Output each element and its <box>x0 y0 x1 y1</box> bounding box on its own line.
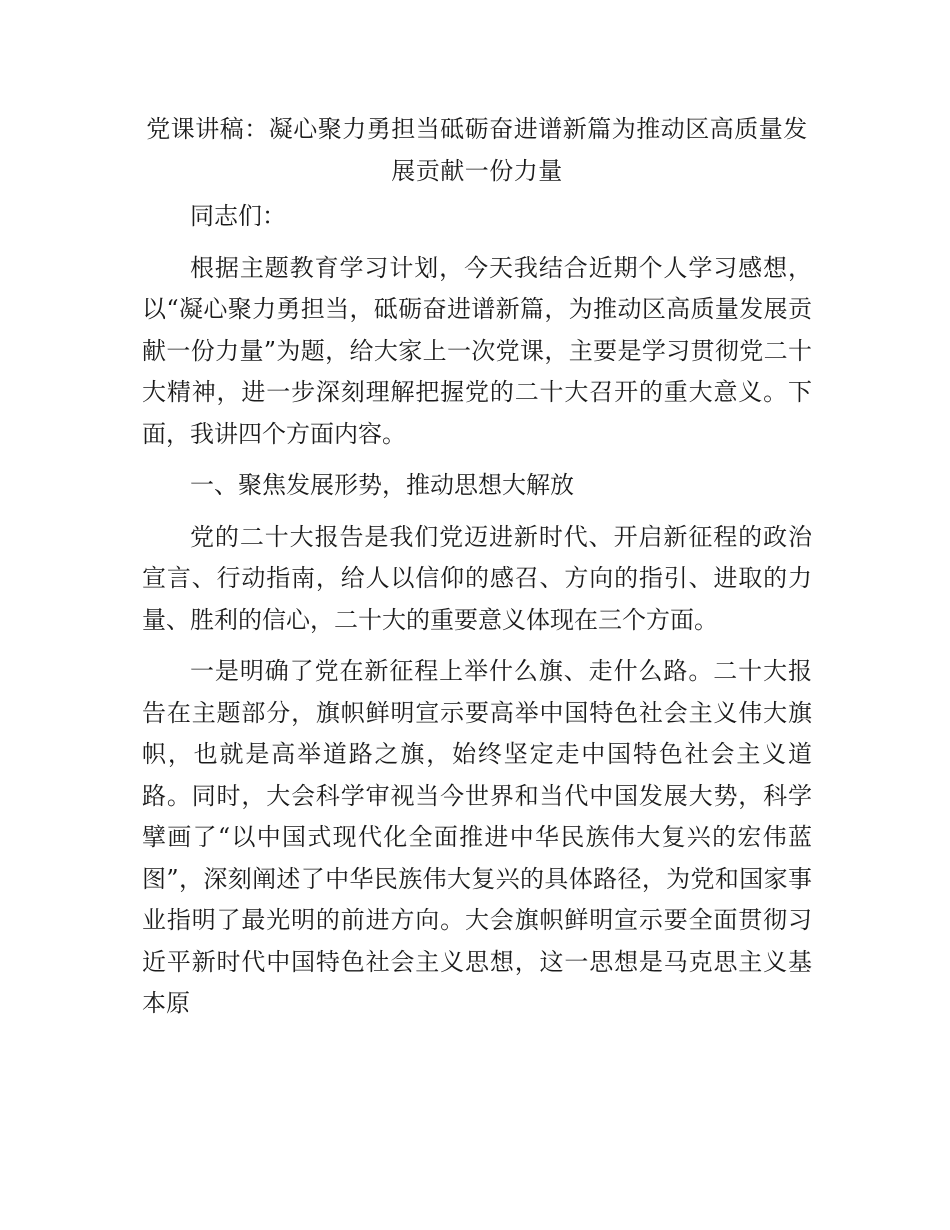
paragraph-intro: 根据主题教育学习计划，今天我结合近期个人学习感想，以“凝心聚力勇担当，砥砺奋进谱新篇，为推动区高质量发展贡献一份力量”为题，给大家上一次党课，主要是学习贯彻党二十大精神，进一步深刻理解把握党的二十大召开的重大意义。下面，我讲四个方面内容。 <box>142 253 812 448</box>
paragraph-greeting: 同志们： <box>190 202 286 230</box>
paragraph-significance: 党的二十大报告是我们党迈进新时代、开启新征程的政治宣言、行动指南，给人以信仰的感召、方向的指引、进取的力量、胜利的信心，二十大的重要意义体现在三个方面。 <box>142 522 812 634</box>
paragraph-point-one: 一是明确了党在新征程上举什么旗、走什么路。二十大报告在主题部分，旗帜鲜明宣示要高举中国特色社会主义伟大旗帜，也就是高举道路之旗，始终坚定走中国特色社会主义道路。同时，大会科学审视当今世界和当代中国发展大势，科学擘画了“以中国式现代化全面推进中华民族伟大复兴的宏伟蓝图”，深刻阐述了中华民族伟大复兴的具体路径，为党和国家事业指明了最光明的前进方向。大会旗帜鲜明宣示要全面贯彻习近平新时代中国特色社会主义思想，这一思想是马克思主义基本原 <box>142 657 812 1017</box>
document-body <box>142 108 812 1035</box>
section-heading: 一、聚焦发展形势，推动思想大解放 <box>190 471 574 499</box>
document-title: 党课讲稿：凝心聚力勇担当砥砺奋进谱新篇为推动区高质量发展贡献一份力量 <box>146 115 808 185</box>
